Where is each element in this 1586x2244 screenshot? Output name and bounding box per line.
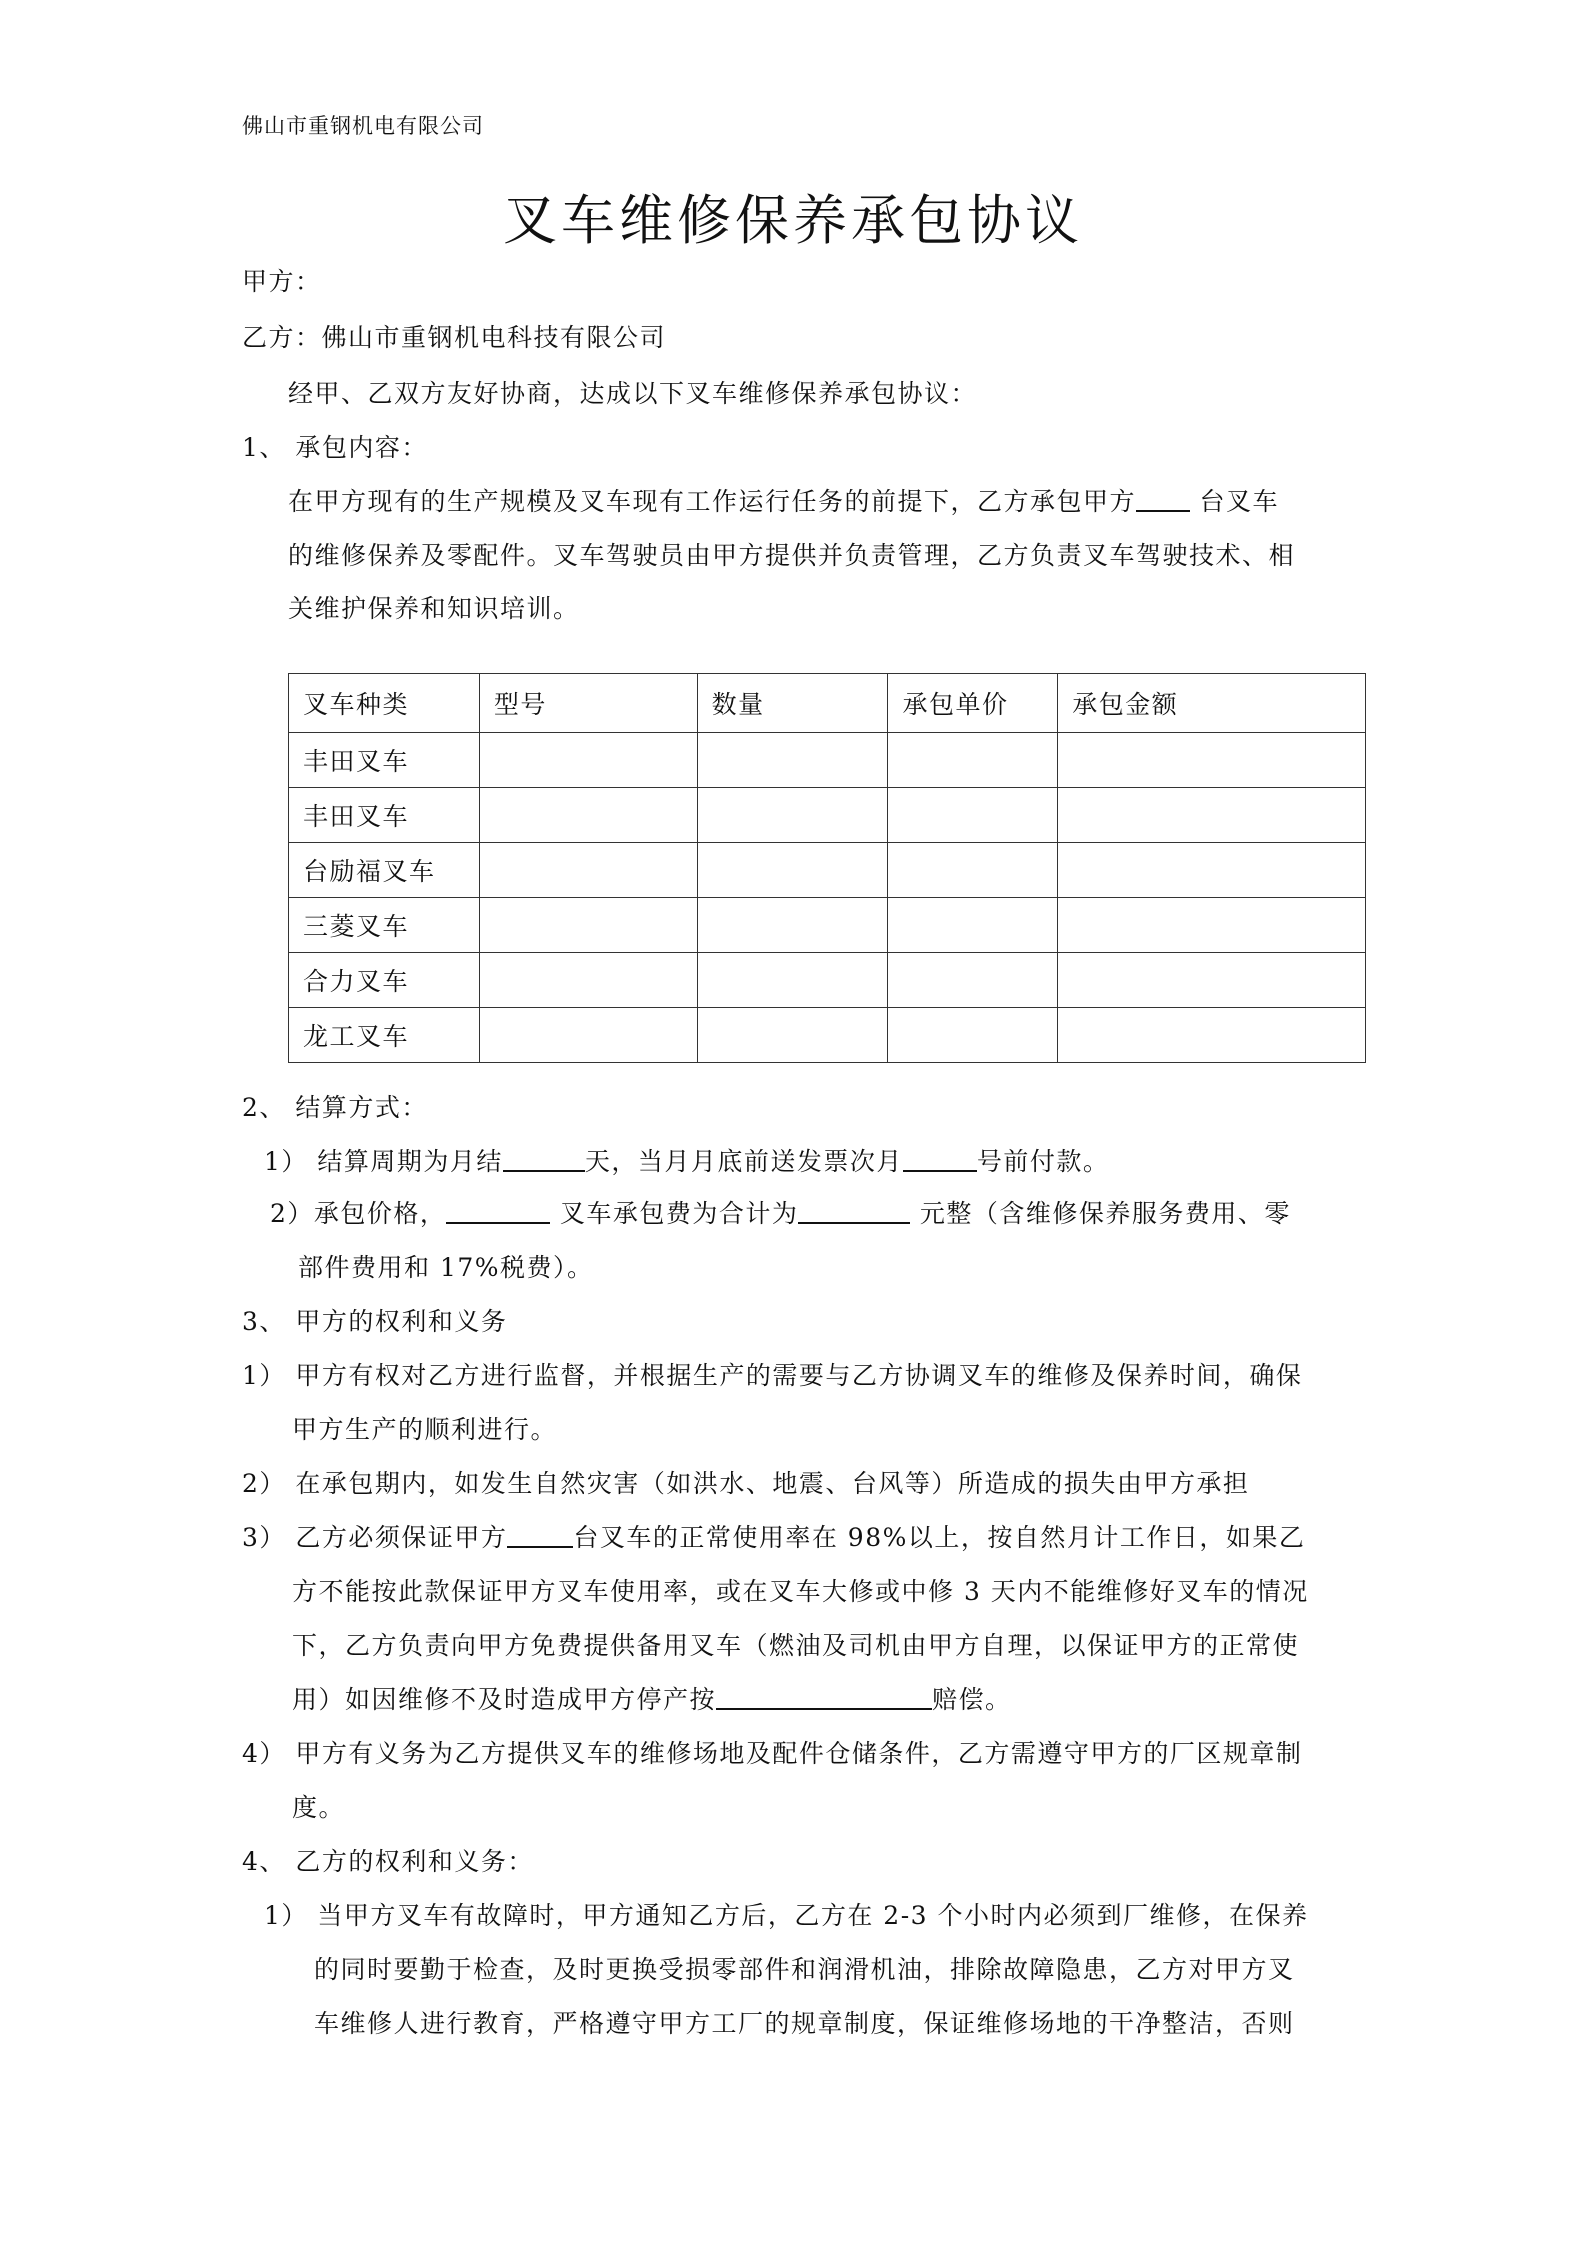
table-header-cell: 承包金额 [1058, 674, 1366, 733]
section-1-text-a: 在甲方现有的生产规模及叉车现有工作运行任务的前提下，乙方承包甲方 [288, 487, 1137, 516]
section-2-item-2-text-a: 2）承包价格， [270, 1199, 447, 1228]
section-3-item-3 [242, 1518, 1305, 1554]
forklift-type-cell: 合力叉车 [289, 953, 480, 1008]
section-3-item-4-continued: 度。 [292, 1793, 346, 1822]
section-3-item-3-text-a: 3） 乙方必须保证甲方 [242, 1523, 508, 1552]
party-a-line: 甲方： [242, 267, 322, 296]
section-1-line-3: 关维护保养和知识培训。 [288, 594, 580, 623]
table-row [289, 788, 1366, 843]
forklift-table [288, 673, 1366, 1063]
section-3-item-3-line-4 [292, 1680, 1012, 1716]
forklift-count-blank [1136, 484, 1190, 512]
empty-cell [479, 953, 697, 1008]
empty-cell [697, 843, 888, 898]
empty-cell [888, 788, 1058, 843]
empty-cell [479, 1008, 697, 1063]
section-1-text-b: 台叉车 [1190, 487, 1279, 516]
empty-cell [479, 733, 697, 788]
section-2-heading: 2、 结算方式： [242, 1093, 428, 1122]
empty-cell [697, 953, 888, 1008]
empty-cell [697, 898, 888, 953]
table-row [289, 733, 1366, 788]
section-4-heading: 4、 乙方的权利和义务： [242, 1847, 534, 1876]
party-b-line: 乙方：佛山市重钢机电科技有限公司 [242, 323, 667, 352]
forklift-type-cell: 三菱叉车 [289, 898, 480, 953]
table-row [289, 843, 1366, 898]
table-row [289, 898, 1366, 953]
contract-price-blank [446, 1196, 550, 1224]
section-2-item-1 [264, 1142, 1109, 1178]
document-title: 叉车维修保养承包协议 [503, 189, 1083, 252]
forklift-type-cell: 丰田叉车 [289, 733, 480, 788]
section-4-item-1-line-2: 的同时要勤于检查，及时更换受损零部件和润滑机油，排除故障隐患，乙方对甲方叉 [314, 1955, 1295, 1984]
forklift-type-cell: 龙工叉车 [289, 1008, 480, 1063]
section-2-item-2 [270, 1194, 1291, 1230]
empty-cell [479, 788, 697, 843]
empty-cell [1058, 953, 1366, 1008]
table-row [289, 953, 1366, 1008]
table-row [289, 1008, 1366, 1063]
section-2-item-2-text-b: 叉车承包费为合计为 [550, 1199, 799, 1228]
section-3-item-3-line-3: 下，乙方负责向甲方免费提供备用叉车（燃油及司机由甲方自理，以保证甲方的正常使 [292, 1631, 1300, 1660]
section-4-item-1: 1） 当甲方叉车有故障时，甲方通知乙方后，乙方在 2-3 个小时内必须到厂维修，在保养 [264, 1901, 1309, 1930]
table-header-cell: 型号 [479, 674, 697, 733]
section-3-item-1-continued: 甲方生产的顺利进行。 [292, 1415, 558, 1444]
section-3-item-3-line-2: 方不能按此款保证甲方叉车使用率，或在叉车大修或中修 3 天内不能维修好叉车的情况 [292, 1577, 1309, 1606]
section-2-item-1-text-b: 天，当月月底前送发票次月 [584, 1147, 903, 1176]
section-2-item-2-text-c: 元整（含维修保养服务费用、零 [910, 1199, 1291, 1228]
section-4-item-1-line-3: 车维修人进行教育，严格遵守甲方工厂的规章制度，保证维修场地的干净整洁，否则 [314, 2009, 1295, 2038]
section-1-line-1 [288, 482, 1279, 518]
compensation-blank [716, 1682, 932, 1710]
company-header: 佛山市重钢机电有限公司 [242, 114, 484, 138]
empty-cell [888, 733, 1058, 788]
empty-cell [479, 843, 697, 898]
table-header-cell: 数量 [697, 674, 888, 733]
intro-paragraph: 经甲、乙双方友好协商，达成以下叉车维修保养承包协议： [288, 379, 978, 408]
empty-cell [1058, 898, 1366, 953]
empty-cell [888, 953, 1058, 1008]
empty-cell [1058, 788, 1366, 843]
empty-cell [1058, 1008, 1366, 1063]
empty-cell [697, 1008, 888, 1063]
empty-cell [888, 898, 1058, 953]
section-3-item-3-text-e: 用）如因维修不及时造成甲方停产按 [292, 1685, 717, 1714]
payment-day-blank [903, 1144, 977, 1172]
empty-cell [1058, 733, 1366, 788]
section-3-item-2: 2） 在承包期内，如发生自然灾害（如洪水、地震、台风等）所造成的损失由甲方承担 [242, 1469, 1250, 1498]
settlement-days-blank [503, 1144, 585, 1172]
section-1-heading: 1、 承包内容： [242, 433, 428, 462]
empty-cell [697, 788, 888, 843]
table-header-cell: 叉车种类 [289, 674, 480, 733]
section-3-item-4: 4） 甲方有义务为乙方提供叉车的维修场地及配件仓储条件，乙方需遵守甲方的厂区规章制 [242, 1739, 1303, 1768]
section-3-heading: 3、 甲方的权利和义务 [242, 1307, 508, 1336]
table-header-row [289, 674, 1366, 733]
section-2-item-1-text-a: 1） 结算周期为月结 [264, 1147, 503, 1176]
empty-cell [888, 843, 1058, 898]
section-3-item-1: 1） 甲方有权对乙方进行监督，并根据生产的需要与乙方协调叉车的维修及保养时间，确保 [242, 1361, 1303, 1390]
section-3-item-3-text-f: 赔偿。 [932, 1685, 1012, 1714]
empty-cell [479, 898, 697, 953]
section-3-item-3-text-b: 台叉车的正常使用率在 98%以上，按自然月计工作日，如果乙 [573, 1523, 1306, 1552]
section-2-item-1-text-c: 号前付款。 [976, 1147, 1110, 1176]
total-amount-blank [798, 1196, 910, 1224]
table-header-cell: 承包单价 [888, 674, 1058, 733]
empty-cell [1058, 843, 1366, 898]
forklift-type-cell: 台励福叉车 [289, 843, 480, 898]
section-1-line-2: 的维修保养及零配件。叉车驾驶员由甲方提供并负责管理，乙方负责叉车驾驶技术、相 [288, 541, 1296, 570]
section-2-item-2-continued: 部件费用和 17%税费）。 [298, 1253, 594, 1282]
empty-cell [888, 1008, 1058, 1063]
empty-cell [697, 733, 888, 788]
forklift-type-cell: 丰田叉车 [289, 788, 480, 843]
guaranteed-forklift-count-blank [507, 1520, 573, 1548]
